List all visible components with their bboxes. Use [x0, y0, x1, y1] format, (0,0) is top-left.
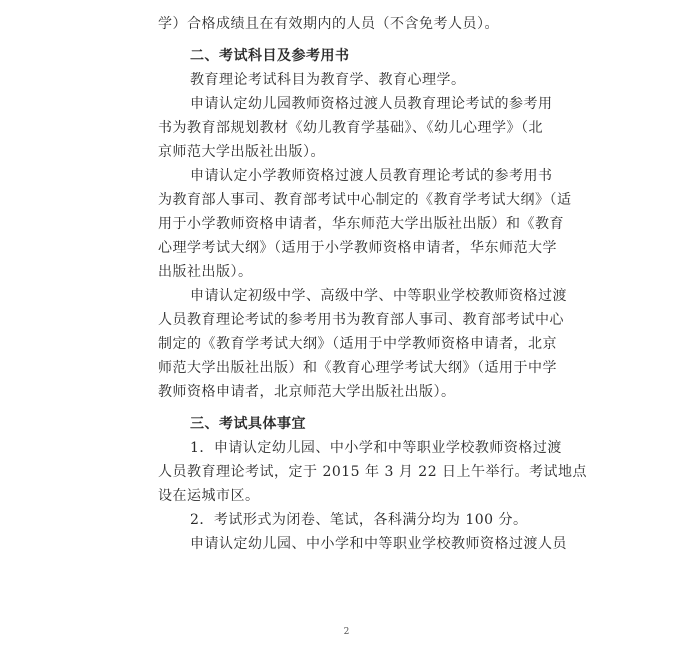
paragraph-first-line: 教育理论考试科目为教育学、教育心理学。 — [190, 72, 466, 88]
paragraph-first-line: 申请认定幼儿园教师资格过渡人员教育理论考试的参考用 — [190, 96, 553, 112]
text-line: 教师资格申请者，北京师范大学出版社出版）。 — [158, 384, 456, 400]
text-line: 制定的《教育学考试大纲》（适用于中学教师资格申请者，北京 — [158, 336, 557, 352]
text-line: 用于小学教师资格申请者，华东师范大学出版社出版）和《教育 — [158, 216, 564, 232]
text-line: 京师范大学出版社出版）。 — [158, 144, 325, 160]
paragraph-first-line: 2．考试形式为闭卷、笔试，各科满分均为 100 分。 — [190, 512, 528, 528]
document-body — [158, 12, 588, 556]
text-line: 人员教育理论考试的参考用书为教育部人事司、教育部考试中心 — [158, 312, 564, 328]
text-line: 出版社出版）。 — [158, 264, 253, 280]
section-gap — [158, 36, 544, 44]
text-line: 为教育部人事司、教育部考试中心制定的《教育学考试大纲》（适 — [158, 192, 572, 208]
paragraph-first-line: 1．申请认定幼儿园、中小学和中等职业学校教师资格过渡 — [190, 440, 562, 456]
paragraph-first-line: 申请认定小学教师资格过渡人员教育理论考试的参考用书 — [190, 168, 553, 184]
text-line: 人员教育理论考试，定于 2015 年 3 月 22 日上午举行。考试地点 — [158, 464, 588, 480]
text-line: 设在运城市区。 — [158, 488, 260, 504]
page-number: 2 — [343, 627, 350, 637]
text-line: 学）合格成绩且在有效期内的人员（不含免考人员）。 — [158, 16, 499, 32]
text-line: 心理学考试大纲》（适用于小学教师资格申请者，华东师范大学 — [158, 240, 557, 256]
section-gap — [158, 404, 544, 412]
paragraph-first-line: 申请认定幼儿园、中小学和中等职业学校教师资格过渡人员 — [190, 536, 567, 552]
section-heading: 三、考试具体事宜 — [190, 416, 306, 432]
paragraph-first-line: 申请认定初级中学、高级中学、中等职业学校教师资格过渡 — [190, 288, 567, 304]
text-line: 师范大学出版社出版）和《教育心理学考试大纲》（适用于中学 — [158, 360, 557, 376]
text-line: 书为教育部规划教材《幼儿教育学基础》、《幼儿心理学》（北 — [158, 120, 543, 136]
section-heading: 二、考试科目及参考用书 — [190, 48, 350, 64]
